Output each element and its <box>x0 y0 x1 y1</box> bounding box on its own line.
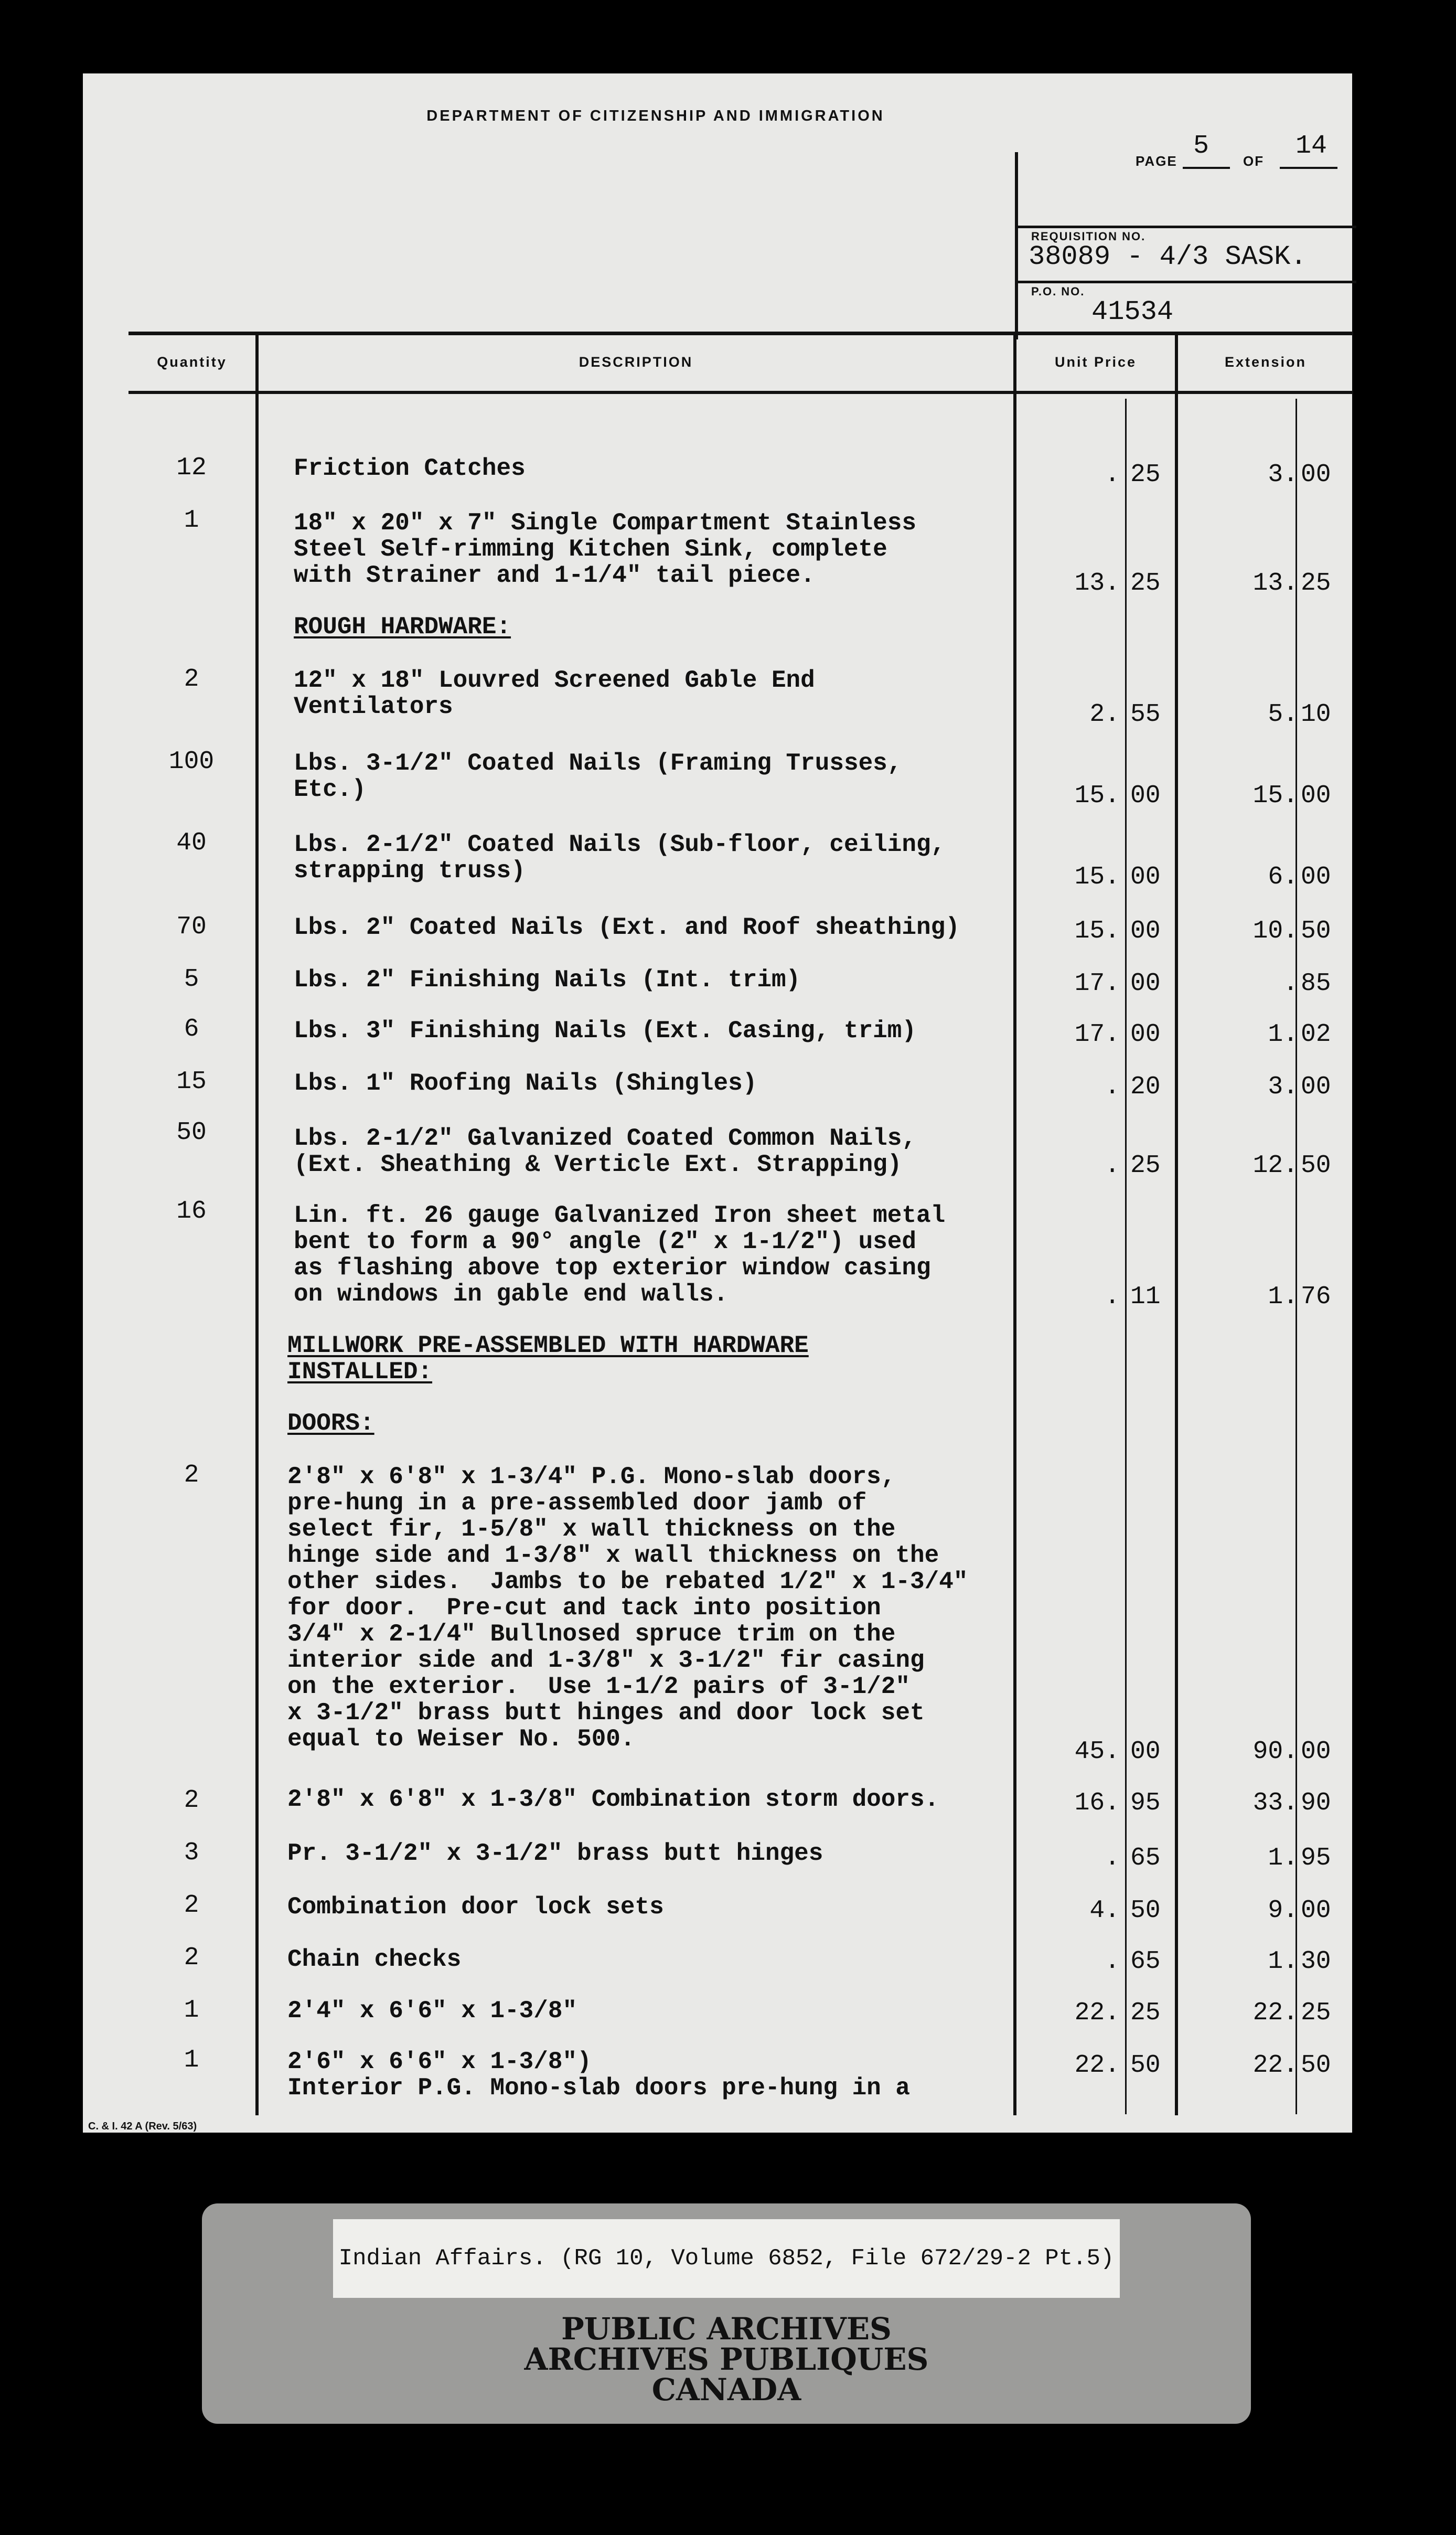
row-9-quantity: 15 <box>176 1068 207 1096</box>
row-15-quantity: 2 <box>184 1786 199 1815</box>
row-16-description: Pr. 3-1/2" x 3-1/2" brass butt hinges <box>287 1840 823 1867</box>
department-heading: DEPARTMENT OF CITIZENSHIP AND IMMIGRATION <box>426 108 885 124</box>
row-11-unit-dollars: . <box>1105 1283 1120 1311</box>
row-15-ext-dollars: 33. <box>1252 1789 1298 1817</box>
archive-title-line-2: ARCHIVES PUBLIQUES <box>524 2341 929 2377</box>
row-19-unit-dollars: 22. <box>1074 1999 1120 2027</box>
row-18-ext-cents: 30 <box>1301 1947 1331 1976</box>
row-4-ext-dollars: 15. <box>1252 782 1298 810</box>
row-0-description: Friction Catches <box>294 455 526 482</box>
row-9-ext-dollars: 3. <box>1268 1073 1298 1101</box>
row-19-ext-dollars: 22. <box>1252 1999 1298 2027</box>
archive-title-line-1: PUBLIC ARCHIVES <box>561 2311 892 2347</box>
row-9-unit-dollars: . <box>1105 1073 1120 1101</box>
row-7-quantity: 5 <box>184 965 199 994</box>
row-16-unit-dollars: . <box>1105 1844 1120 1872</box>
unit-price-cents-rule <box>1125 399 1127 2114</box>
page-label: PAGE <box>1136 153 1177 169</box>
po-divider <box>1018 281 1356 283</box>
row-3-quantity: 2 <box>184 665 199 694</box>
row-10-ext-cents: 50 <box>1301 1152 1331 1180</box>
po-number: 41534 <box>1091 296 1174 327</box>
row-11-description: Lin. ft. 26 gauge Galvanized Iron sheet metal bent to form a 90° angle (2" x 1-1/2") used as flashing above top exterior window casing on windows in gable end walls. <box>294 1202 946 1308</box>
row-4-ext-cents: 00 <box>1301 782 1331 810</box>
row-6-ext-dollars: 10. <box>1252 917 1298 945</box>
row-1-ext-dollars: 13. <box>1252 569 1298 598</box>
row-20-ext-cents: 50 <box>1301 2051 1331 2080</box>
row-5-ext-dollars: 6. <box>1268 863 1298 891</box>
row-11-quantity: 16 <box>176 1197 207 1226</box>
row-7-unit-dollars: 17. <box>1074 970 1120 998</box>
row-10-unit-dollars: . <box>1105 1152 1120 1180</box>
row-0-unit-cents: 25 <box>1130 461 1161 489</box>
row-1-quantity: 1 <box>184 506 199 535</box>
row-0-unit-dollars: . <box>1105 461 1120 489</box>
row-18-ext-dollars: 1. <box>1268 1947 1298 1976</box>
row-10-unit-cents: 25 <box>1130 1152 1161 1180</box>
row-8-quantity: 6 <box>184 1015 199 1043</box>
row-5-unit-dollars: 15. <box>1074 863 1120 891</box>
row-15-ext-cents: 90 <box>1301 1789 1331 1817</box>
row-0-ext-dollars: 3. <box>1268 461 1298 489</box>
row-3-ext-dollars: 5. <box>1268 700 1298 729</box>
row-14-quantity: 2 <box>184 1461 199 1489</box>
row-8-unit-dollars: 17. <box>1074 1020 1120 1049</box>
row-17-unit-cents: 50 <box>1130 1897 1161 1925</box>
row-17-ext-cents: 00 <box>1301 1897 1331 1925</box>
row-15-unit-dollars: 16. <box>1074 1789 1120 1817</box>
row-4-description: Lbs. 3-1/2" Coated Nails (Framing Trusses, Etc.) <box>294 750 902 803</box>
row-15-unit-cents: 95 <box>1130 1789 1161 1817</box>
row-5-description: Lbs. 2-1/2" Coated Nails (Sub-floor, ceiling, strapping truss) <box>294 831 946 885</box>
extension-column-header: Extension <box>1224 354 1307 370</box>
row-3-unit-dollars: 2. <box>1089 700 1120 729</box>
row-8-ext-dollars: 1. <box>1268 1020 1298 1049</box>
row-11-unit-cents: 11 <box>1130 1283 1161 1311</box>
row-17-ext-dollars: 9. <box>1268 1897 1298 1925</box>
row-6-quantity: 70 <box>176 913 207 941</box>
row-20-ext-dollars: 22. <box>1252 2051 1298 2080</box>
row-8-description: Lbs. 3" Finishing Nails (Ext. Casing, trim) <box>294 1017 916 1045</box>
row-8-ext-cents: 02 <box>1301 1020 1331 1049</box>
row-0-ext-cents: 00 <box>1301 461 1331 489</box>
row-16-ext-dollars: 1. <box>1268 1844 1298 1872</box>
row-9-description: Lbs. 1" Roofing Nails (Shingles) <box>294 1070 757 1097</box>
row-10-description: Lbs. 2-1/2" Galvanized Coated Common Nails, (Ext. Sheathing & Verticle Ext. Strapping) <box>294 1125 916 1178</box>
row-17-unit-dollars: 4. <box>1089 1897 1120 1925</box>
quantity-column-rule <box>255 332 259 2115</box>
row-16-unit-cents: 65 <box>1130 1844 1161 1872</box>
page-total: 14 <box>1296 131 1327 161</box>
row-19-unit-cents: 25 <box>1130 1999 1161 2027</box>
row-10-ext-dollars: 12. <box>1252 1152 1298 1180</box>
row-1-unit-dollars: 13. <box>1074 569 1120 598</box>
row-18-description: Chain checks <box>287 1946 462 1973</box>
archive-title <box>202 2311 1251 2408</box>
table-top-rule <box>129 332 1353 335</box>
row-14-description: 2'8" x 6'8" x 1-3/4" P.G. Mono-slab doors, pre-hung in a pre-assembled door jamb of select fir, 1-5/8" x wall thickness on the hinge side and 1-3/8" x wall thickness on the other sides. Jambs to be rebated 1/2" x 1-3/4" for door. Pre-cut and tack into position 3/4" x 2-1/4" Bullnosed spruce trim on the interior side and 1-3/8" x 3-1/2" fir casing on the exterior. Use 1-1/2 pairs of 3-1/2" x 3-1/2" brass butt hinges and door lock set equal to Weiser No. 500. <box>287 1463 968 1753</box>
row-17-quantity: 2 <box>184 1891 199 1920</box>
row-7-description: Lbs. 2" Finishing Nails (Int. trim) <box>294 966 801 994</box>
row-14-ext-dollars: 90. <box>1252 1738 1298 1766</box>
row-5-ext-cents: 00 <box>1301 863 1331 891</box>
row-17-description: Combination door lock sets <box>287 1893 664 1921</box>
row-6-description: Lbs. 2" Coated Nails (Ext. and Roof sheathing) <box>294 914 960 941</box>
requisition-divider <box>1018 226 1356 228</box>
po-label: P.O. NO. <box>1031 285 1085 298</box>
row-11-ext-cents: 76 <box>1301 1283 1331 1311</box>
archive-reference: Indian Affairs. (RG 10, Volume 6852, File 672/29-2 Pt.5) <box>333 2219 1120 2298</box>
row-19-ext-cents: 25 <box>1301 1999 1331 2027</box>
archive-title-line-3: CANADA <box>651 2372 801 2408</box>
row-4-quantity: 100 <box>168 748 215 776</box>
row-9-unit-cents: 20 <box>1130 1073 1161 1101</box>
row-0-quantity: 12 <box>176 454 207 482</box>
row-3-unit-cents: 55 <box>1130 700 1161 729</box>
quantity-column-header: Quantity <box>157 354 227 370</box>
row-3-description: 12" x 18" Louvred Screened Gable End Ventilators <box>294 667 815 720</box>
row-4-unit-dollars: 15. <box>1074 782 1120 810</box>
row-18-quantity: 2 <box>184 1944 199 1972</box>
row-1-unit-cents: 25 <box>1130 569 1161 598</box>
row-16-quantity: 3 <box>184 1839 199 1867</box>
table-header-rule <box>129 391 1353 394</box>
row-8-unit-cents: 00 <box>1130 1020 1161 1049</box>
row-14-unit-cents: 00 <box>1130 1738 1161 1766</box>
row-10-quantity: 50 <box>176 1119 207 1147</box>
row-19-description: 2'4" x 6'6" x 1-3/8" <box>287 1997 577 2025</box>
unit-price-column-header: Unit Price <box>1054 354 1137 370</box>
millwork-heading: MILLWORK PRE-ASSEMBLED WITH HARDWARE INSTALLED: <box>287 1332 809 1386</box>
requisition-box <box>1015 152 1356 339</box>
doors-heading: DOORS: <box>287 1410 374 1437</box>
page-number: 5 <box>1193 131 1209 161</box>
row-11-ext-dollars: 1. <box>1268 1283 1298 1311</box>
row-6-ext-cents: 50 <box>1301 917 1331 945</box>
requisition-label: REQUISITION NO. <box>1031 230 1146 243</box>
row-7-unit-cents: 00 <box>1130 970 1161 998</box>
row-16-ext-cents: 95 <box>1301 1844 1331 1872</box>
row-5-unit-cents: 00 <box>1130 863 1161 891</box>
row-4-unit-cents: 00 <box>1130 782 1161 810</box>
row-18-unit-cents: 65 <box>1130 1947 1161 1976</box>
row-14-unit-dollars: 45. <box>1074 1738 1120 1766</box>
row-20-unit-cents: 50 <box>1130 2051 1161 2080</box>
row-7-ext-dollars: . <box>1283 970 1298 998</box>
row-6-unit-dollars: 15. <box>1074 917 1120 945</box>
row-20-description: 2'6" x 6'6" x 1-3/8") Interior P.G. Mono-slab doors pre-hung in a <box>287 2048 910 2102</box>
row-15-description: 2'8" x 6'8" x 1-3/8" Combination storm doors. <box>287 1786 939 1813</box>
row-18-unit-dollars: . <box>1105 1947 1120 1976</box>
row-14-ext-cents: 00 <box>1301 1738 1331 1766</box>
row-20-quantity: 1 <box>184 2046 199 2074</box>
document-page <box>83 73 1352 2133</box>
row-3-ext-cents: 10 <box>1301 700 1331 729</box>
row-9-ext-cents: 00 <box>1301 1073 1331 1101</box>
form-code: C. & I. 42 A (Rev. 5/63) <box>88 2121 197 2132</box>
row-6-unit-cents: 00 <box>1130 917 1161 945</box>
row-5-quantity: 40 <box>176 829 207 857</box>
row-19-quantity: 1 <box>184 1996 199 2025</box>
rough-hardware-heading: ROUGH HARDWARE: <box>294 613 511 641</box>
description-column-header: DESCRIPTION <box>579 354 693 370</box>
of-label: OF <box>1243 153 1265 169</box>
archive-label-card <box>202 2203 1251 2424</box>
row-7-ext-cents: 85 <box>1301 970 1331 998</box>
row-20-unit-dollars: 22. <box>1074 2051 1120 2080</box>
row-1-ext-cents: 25 <box>1301 569 1331 598</box>
row-1-description: 18" x 20" x 7" Single Compartment Stainless Steel Self-rimming Kitchen Sink, complete with Strainer and 1-1/4" tail piece. <box>294 509 916 589</box>
requisition-number: 38089 - 4/3 SASK. <box>1029 241 1307 272</box>
